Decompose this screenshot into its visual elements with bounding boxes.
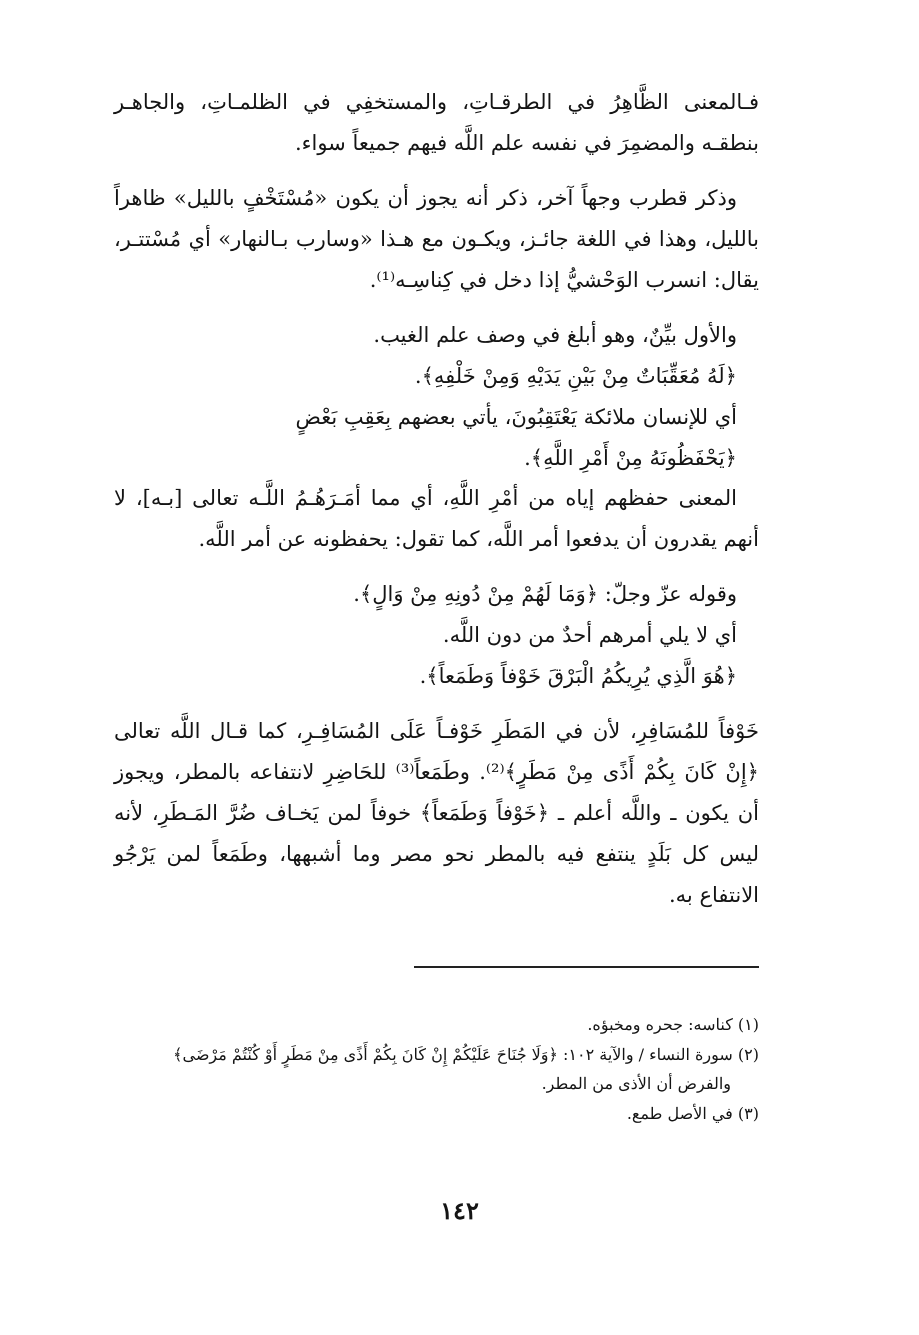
page-number: ١٤٢ — [440, 1196, 479, 1225]
paragraph-no-one-rules: أي لا يلي أمرهم أحدٌ من دون اللَّه. — [442, 623, 737, 648]
paragraph-qutrub-view: وذكر قطرب وجهاً آخر، ذكر أنه يجوز أن يكون «مُسْتَخْفٍ بالليل» ظاهراً بالليل، وهذا في اللغة جائـز، ويكـون مع هـذا «وسارب بـالنهار» أي مُسْتتـر، يقال: انسرب الوَحْشيُّ إذا دخل في كِناسِـه⁽¹⁾. — [114, 185, 759, 292]
footnote-2: (٢) سورة النساء / والآية ١٠٢: ﴿وَلَا جُنَاحَ عَلَيْكُمْ إِنْ كَانَ بِكُمْ أَذًى مِنْ مَطَرٍ أَوْ كُنْتُمْ مَرْضَى﴾ — [173, 1044, 759, 1064]
quran-verse-lightning: ﴿هُوَ الَّذِي يُرِيكُمُ الْبَرْقَ خَوْفاً وَطَمَعاً﴾. — [419, 664, 737, 689]
main-text — [114, 82, 759, 916]
paragraph-protection-meaning: المعنى حفظهم إياه من أمْرِ اللَّهِ، أي مما أمَـرَهُـمُ اللَّـه تعالى [بـه]، لا أنهم يقدرون أن يدفعوا أمر اللَّه، كما تقول: يحفظونه عن أمر اللَّه. — [114, 486, 759, 552]
paragraph-fear-and-hope: خَوْفاً للمُسَافِرِ، لأن في المَطَرِ خَوْفـاً عَلَى المُسَافِـرِ، كما قـال اللَّه تعالى ﴿إِنْ كَانَ بِكُمْ أَذًى مِنْ مَطَرٍ﴾⁽²⁾. وطَمَعاً⁽³⁾ للحَاضِرِ لانتفاعه بالمطر، ويجوز أن يكون ـ واللَّه أعلم ـ ﴿خَوْفاً وَطَمَعاً﴾ خوفاً لمن يَخـاف ضُرَّ المَـطَرِ، لأنه ليس كل بَلَدٍ ينتفع فيه بالمطر نحو مصر وما أشبهها، وطَمَعاً لمن يَرْجُو الانتفاع به. — [114, 719, 759, 907]
footnote-separator — [414, 966, 759, 968]
paragraph-angels-explanation: أي للإنسان ملائكة يَعْتَقِبُونَ، يأتي بعضهم بِعَقِبِ بَعْضٍ — [295, 404, 737, 429]
paragraph-first-view-clear: والأول بيِّنٌ، وهو أبلغ في وصف علم الغيب. — [373, 322, 737, 347]
footnote-2-continuation: والفرض أن الأذى من المطر. — [541, 1074, 731, 1094]
quran-verse-yahfazunahu: ﴿يَحْفَظُونَهُ مِنْ أَمْرِ اللَّهِ﴾. — [524, 445, 737, 470]
footnote-1: (١) كناسه: جحره ومخبؤه. — [587, 1015, 759, 1034]
footnote-3: (٣) في الأصل طمع. — [626, 1103, 759, 1123]
footnotes — [99, 1010, 759, 1128]
quran-verse-muaqqibat: ﴿لَهُ مُعَقِّبَاتٌ مِنْ بَيْنِ يَدَيْهِ وَمِنْ خَلْفِهِ﴾. — [414, 363, 737, 388]
paragraph-meaning-apparent: فـالمعنى الظَّاهِرُ في الطرقـاتِ، والمستخفِي في الظلمـاتِ، والجاهـر بنطقـه والمضمِرَ في نفسه علم اللَّه فيهم جميعاً سواء. — [114, 90, 759, 155]
quran-verse-min-wal: وقوله عزّ وجلّ: ﴿وَمَا لَهُمْ مِنْ دُونِهِ مِنْ وَالٍ﴾. — [353, 582, 737, 607]
